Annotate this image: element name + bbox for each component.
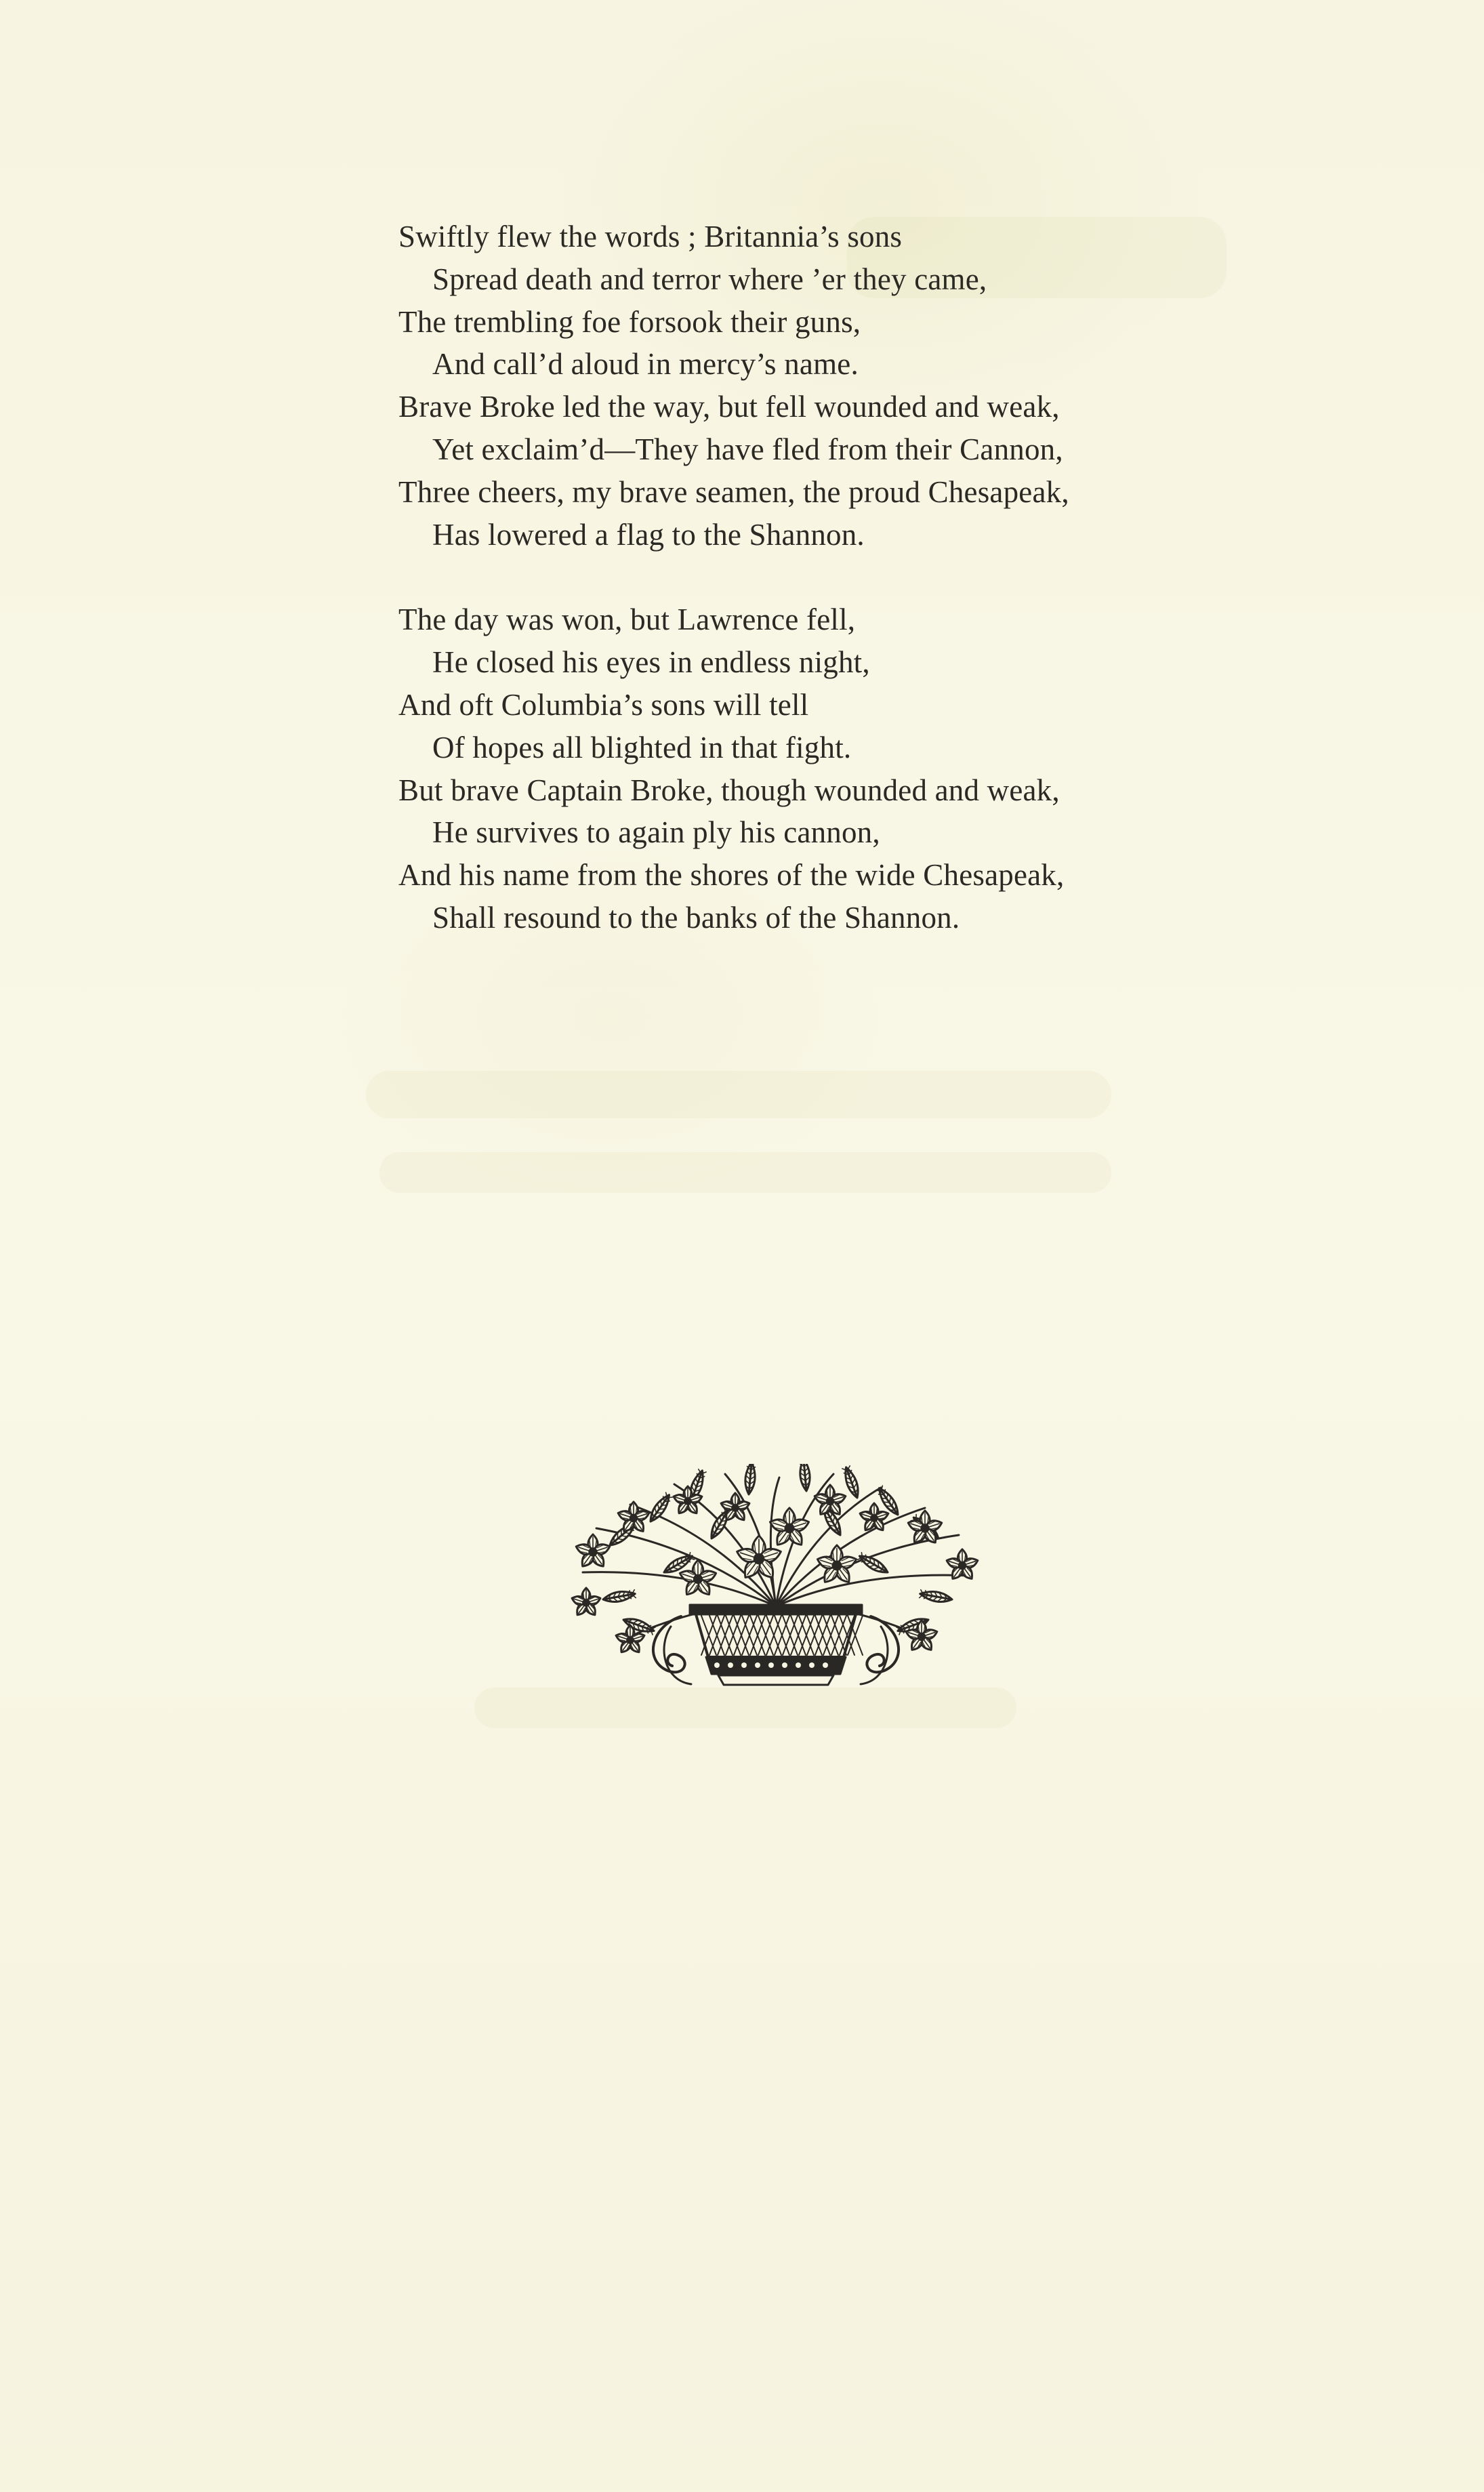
poem-line: Three cheers, my brave seamen, the proud Chesapeak, [398, 474, 1069, 509]
poem-line: Swiftly flew the words ; Britannia’s sons [398, 220, 903, 253]
poem-line: And his name from the shores of the wide Chesapeak, [398, 858, 1065, 893]
poem-stanza [398, 598, 1279, 939]
poem-line: Shall resound to the banks of the Shannon. [432, 900, 960, 935]
poem-line: He survives to again ply his cannon, [432, 815, 880, 850]
flower-basket-icon [556, 1464, 996, 1694]
poem-line: Has lowered a flag to the Shannon. [432, 517, 865, 552]
show-through-band [379, 1152, 1111, 1193]
poem-line: And call’d aloud in mercy’s name. [432, 347, 859, 382]
poem-line: Of hopes all blighted in that fight. [432, 730, 852, 764]
poem-line: The trembling foe forsook their guns, [398, 304, 861, 339]
poem-stanza [398, 216, 1279, 556]
poem-line: But brave Captain Broke, though wounded and weak, [398, 773, 1060, 807]
poem-line: He closed his eyes in endless night, [432, 645, 870, 680]
poem-line: And oft Columbia’s sons will tell [398, 687, 809, 722]
poem-text [398, 216, 1279, 982]
show-through-band [366, 1071, 1111, 1118]
poem-line: The day was won, but Lawrence fell, [398, 602, 856, 637]
poem-line: Brave Broke led the way, but fell wounded and weak, [398, 390, 1060, 424]
poem-line: Spread death and terror where ’er they came, [432, 262, 987, 296]
poem-line: Yet exclaim’d—They have fled from their Cannon, [432, 432, 1063, 466]
